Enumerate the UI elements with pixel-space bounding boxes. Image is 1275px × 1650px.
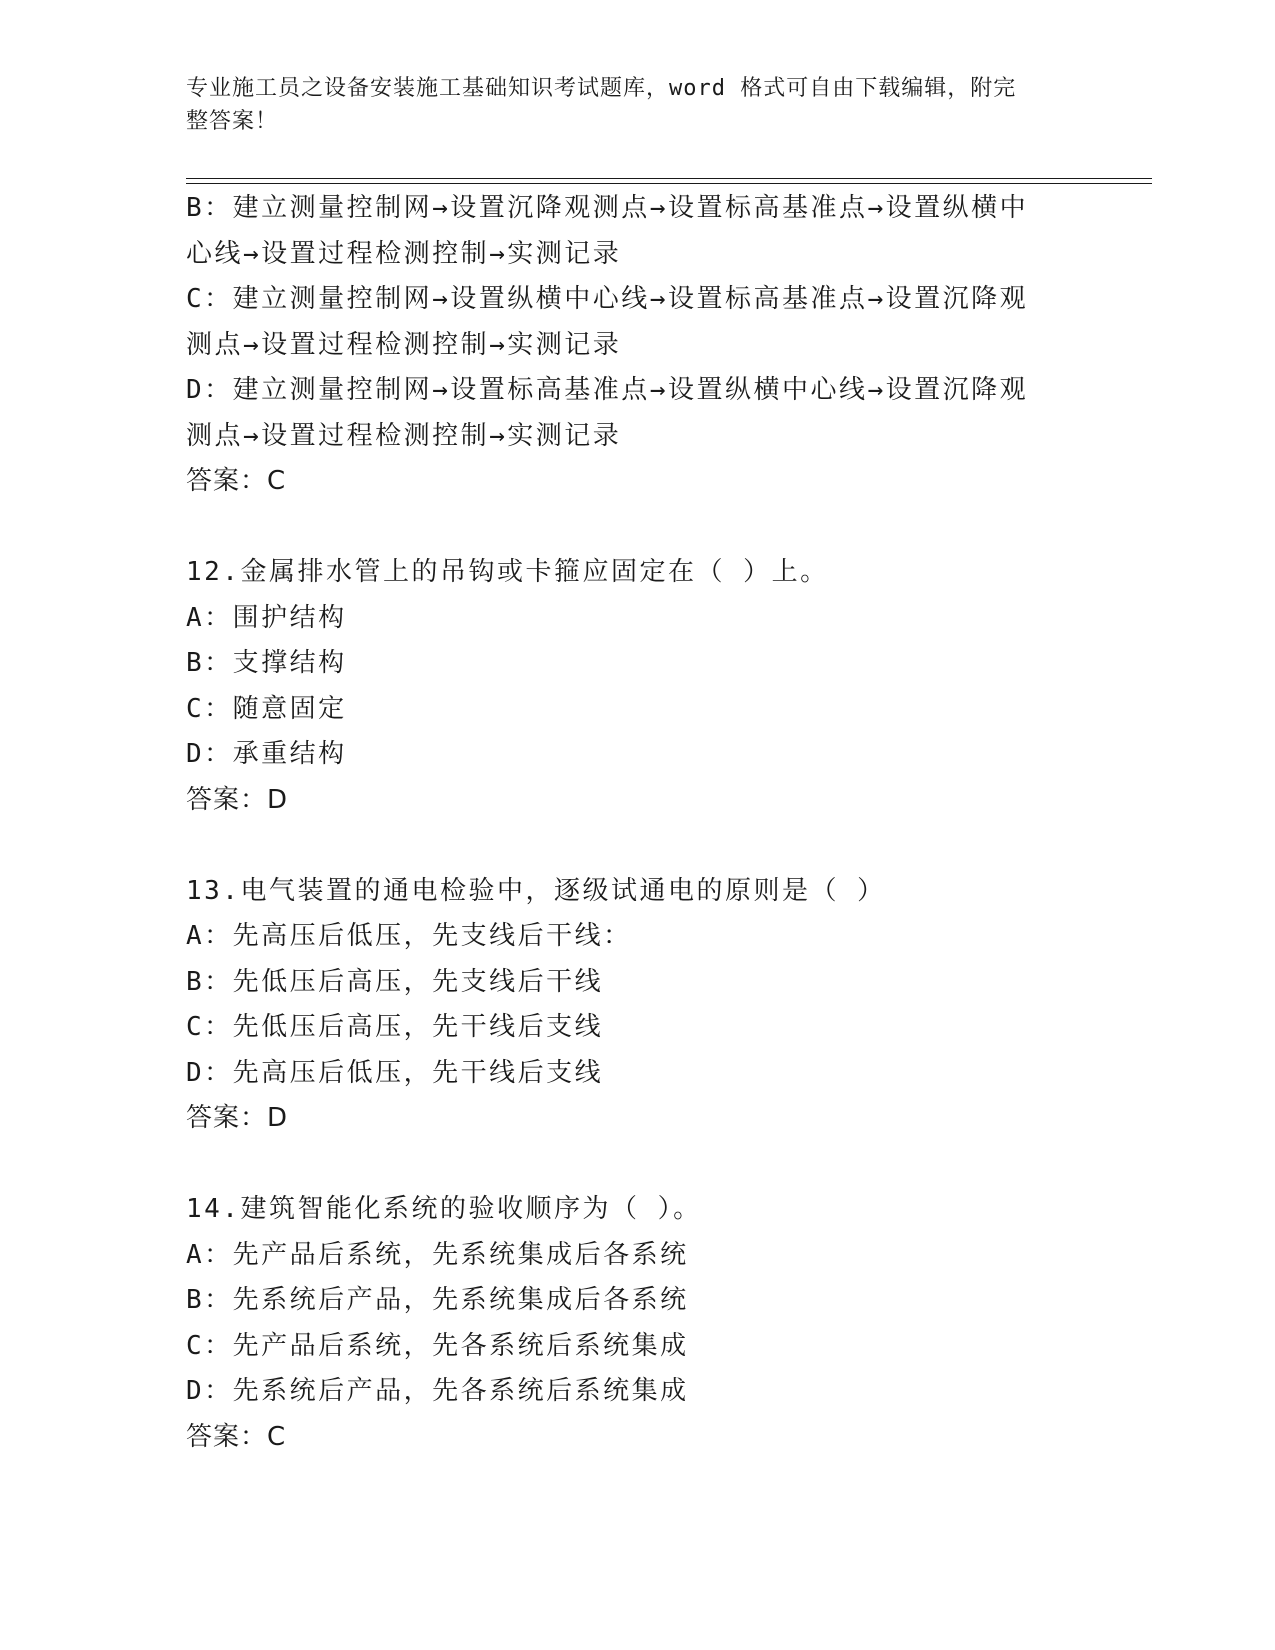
option-d-line-2: 测点→设置过程检测控制→实测记录 [186,420,622,451]
option-b: B：先系统后产品，先系统集成后各系统 [186,1285,689,1315]
answer: 答案：C [186,466,287,496]
option-b-line-1: B：建立测量控制网→设置沉降观测点→设置标高基准点→设置纵横中 [186,193,1029,223]
question-13 [186,869,1086,1142]
question-11-continued [186,186,1086,505]
option-d: D：先高压后低压，先干线后支线 [186,1057,604,1088]
answer: 答案：D [186,1103,289,1133]
answer: 答案：D [186,784,289,815]
question-stem: 13.电气装置的通电检验中，逐级试通电的原则是（ ） [186,875,886,906]
option-c-line-1: C：建立测量控制网→设置纵横中心线→设置标高基准点→设置沉降观 [186,284,1029,314]
question-stem: 14.建筑智能化系统的验收顺序为（ ）。 [186,1194,702,1224]
option-a: A：先高压后低压，先支线后干线： [186,921,632,951]
option-c: C：随意固定 [186,693,347,724]
option-b: B：先低压后高压，先支线后干线 [186,966,604,997]
option-d-line-1: D：建立测量控制网→设置标高基准点→设置纵横中心线→设置沉降观 [186,375,1029,405]
header-line-2: 整答案！ [186,109,279,134]
question-stem: 12.金属排水管上的吊钩或卡箍应固定在（ ）上。 [186,557,829,587]
question-14 [186,1187,1086,1460]
document-header [186,72,1066,138]
header-line-1: 专业施工员之设备安装施工基础知识考试题库，word 格式可自由下载编辑，附完 [186,76,1017,101]
option-c: C：先低压后高压，先干线后支线 [186,1012,604,1042]
option-d: D：先系统后产品，先各系统后系统集成 [186,1376,689,1406]
question-list [186,186,1086,1460]
option-c-line-2: 测点→设置过程检测控制→实测记录 [186,329,622,360]
option-a: A：围护结构 [186,602,347,633]
header-divider-top [186,178,1152,179]
option-b: B：支撑结构 [186,648,347,678]
option-a: A：先产品后系统，先系统集成后各系统 [186,1239,689,1270]
option-b-line-2: 心线→设置过程检测控制→实测记录 [186,238,622,269]
option-d: D：承重结构 [186,739,347,769]
header-divider-bottom [186,183,1152,184]
answer: 答案：C [186,1421,287,1452]
question-12 [186,550,1086,823]
option-c: C：先产品后系统，先各系统后系统集成 [186,1330,689,1361]
